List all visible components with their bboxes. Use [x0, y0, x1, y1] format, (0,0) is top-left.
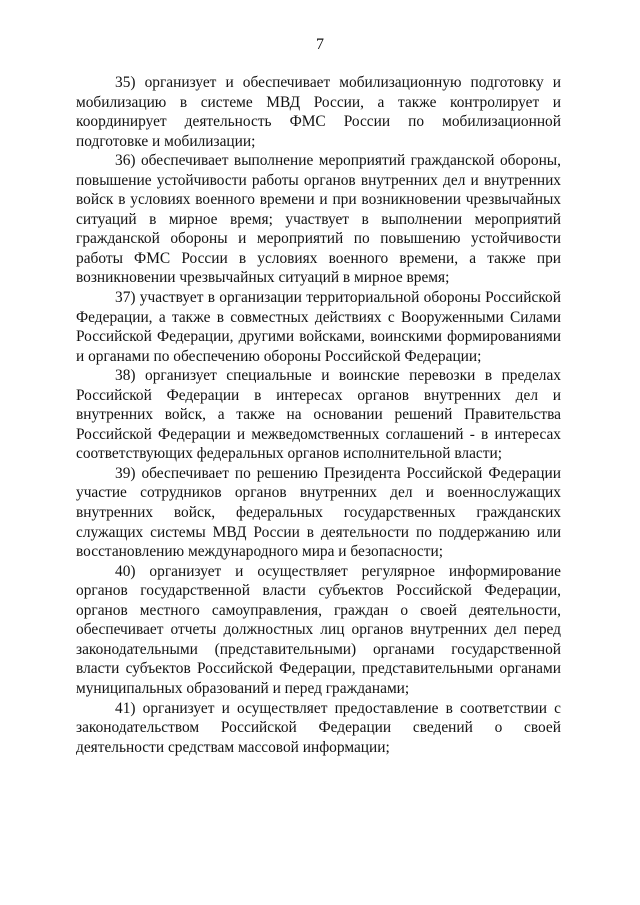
paragraph-item-41: 41) организует и осуществляет предоставление в соответствии с законодательством Российской Федерации сведений о своей деятельности средствам массовой информации;: [76, 699, 561, 756]
paragraph-item-39: 39) обеспечивает по решению Президента Российской Федерации участие сотрудников органов внутренних дел и военнослужащих внутренних войск, федеральных государственных гражданских служащих системы МВД России в деятельности по поддержанию или восстановлению международного мира и безопасности;: [76, 464, 561, 561]
paragraph-item-35: 35) организует и обеспечивает мобилизационную подготовку и мобилизацию в системе МВД России, а также контролирует и координирует деятельность ФМС России по мобилизационной подготовке и мобилизации;: [76, 74, 561, 150]
paragraph-item-36: 36) обеспечивает выполнение мероприятий гражданской обороны, повышение устойчивости работы органов внутренних дел и внутренних войск в условиях военного времени и при возникновении чрезвычайных ситуаций в мирное время; участвует в выполнении мероприятий гражданской обороны и мероприятий по повышению устойчивости работы ФМС России в условиях военного времени, а также при возникновении чрезвычайных ситуаций в мирное время;: [76, 152, 561, 287]
paragraph-item-38: 38) организует специальные и воинские перевозки в пределах Российской Федерации в интересах органов внутренних дел и внутренних войск, а также на основании решений Правительства Российской Федерации и межведомственных соглашений - в интересах соответствующих федеральных органов исполнительной власти;: [76, 367, 561, 463]
page-number: 7: [316, 36, 324, 53]
paragraph-item-37: 37) участвует в организации территориальной обороны Российской Федерации, а также в совместных действиях с Вооруженными Силами Российской Федерации, другими войсками, воинскими формированиями и органами по обеспечению обороны Российской Федерации;: [76, 289, 561, 365]
paragraph-item-40: 40) организует и осуществляет регулярное информирование органов государственной власти субъектов Российской Федерации, органов местного самоуправления, граждан о своей деятельности, обеспечивает отчеты должностных лиц органов внутренних дел перед законодательными (представительными) органами государственной власти субъектов Российской Федерации, представительными органами муниципальных образований и перед гражданами;: [76, 562, 561, 697]
document-body: [76, 73, 561, 757]
